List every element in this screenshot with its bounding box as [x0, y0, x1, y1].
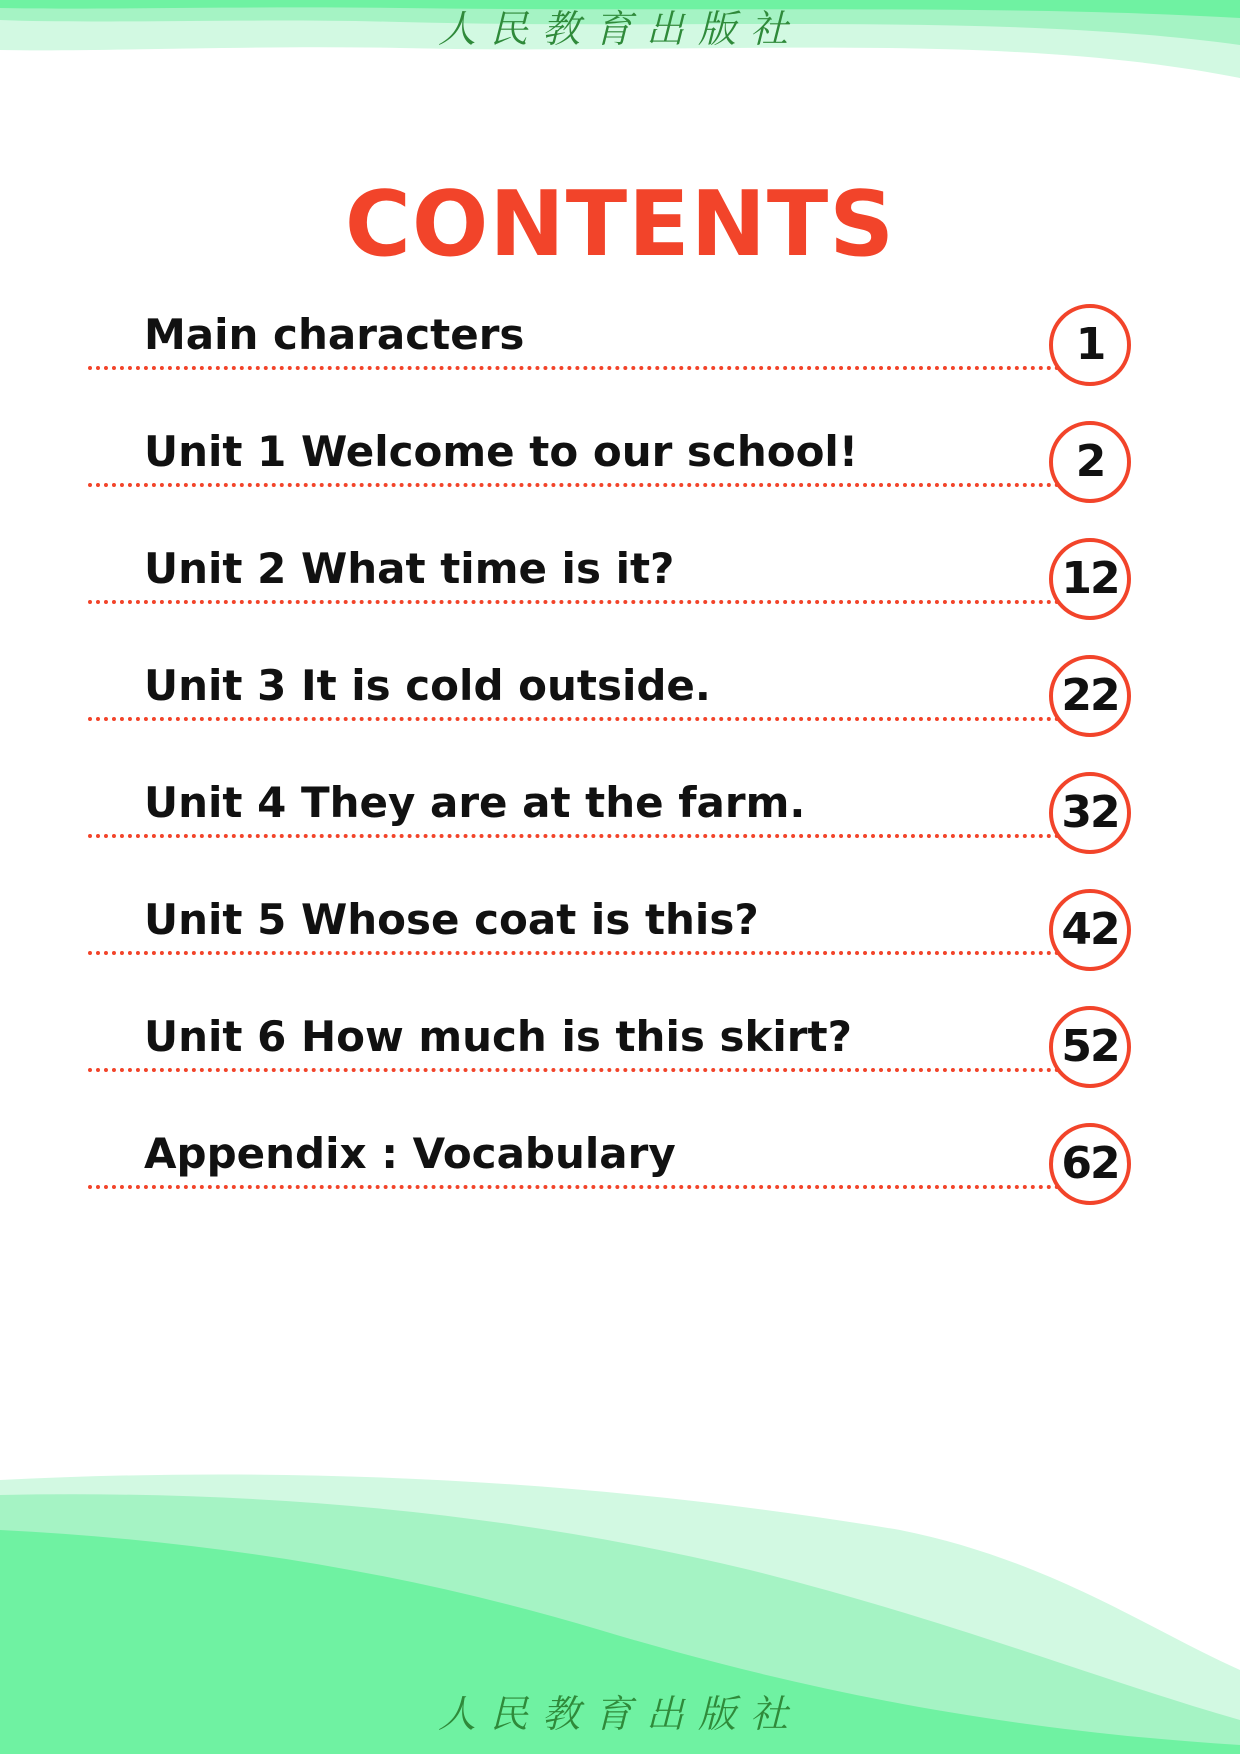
toc-item-main-characters[interactable]	[0, 300, 1240, 417]
dotted-leader	[88, 951, 1060, 955]
publisher-logo-top: 人民教育出版社	[437, 7, 802, 51]
page-number-badge: 32	[1049, 772, 1131, 854]
toc-item-label: Unit 2 What time is it?	[144, 544, 675, 593]
toc-item-unit-4[interactable]	[0, 768, 1240, 885]
page-number-badge: 1	[1049, 304, 1131, 386]
toc-item-label: Unit 1 Welcome to our school!	[144, 427, 858, 476]
dotted-leader	[88, 717, 1060, 721]
toc-item-label: Appendix : Vocabulary	[144, 1129, 676, 1178]
page-number-badge: 52	[1049, 1006, 1131, 1088]
toc-item-unit-6[interactable]	[0, 1002, 1240, 1119]
toc-item-unit-1[interactable]	[0, 417, 1240, 534]
dotted-leader	[88, 834, 1060, 838]
toc-item-label: Unit 6 How much is this skirt?	[144, 1012, 852, 1061]
toc-item-label: Unit 3 It is cold outside.	[144, 661, 711, 710]
toc-item-label: Unit 5 Whose coat is this?	[144, 895, 759, 944]
page-number-badge: 62	[1049, 1123, 1131, 1205]
dotted-leader	[88, 1068, 1060, 1072]
page-number-badge: 12	[1049, 538, 1131, 620]
toc-item-label: Main characters	[144, 310, 525, 359]
page-title: CONTENTS	[344, 172, 896, 277]
dotted-leader	[88, 483, 1060, 487]
toc-item-appendix-vocabulary[interactable]	[0, 1119, 1240, 1236]
publisher-logo-bottom: 人民教育出版社	[437, 1692, 802, 1736]
table-of-contents	[0, 300, 1240, 1236]
dotted-leader	[88, 600, 1060, 604]
page-number-badge: 2	[1049, 421, 1131, 503]
dotted-leader	[88, 366, 1060, 370]
dotted-leader	[88, 1185, 1060, 1189]
toc-item-label: Unit 4 They are at the farm.	[144, 778, 806, 827]
page-number-badge: 42	[1049, 889, 1131, 971]
page-number-badge: 22	[1049, 655, 1131, 737]
toc-item-unit-5[interactable]	[0, 885, 1240, 1002]
toc-item-unit-2[interactable]	[0, 534, 1240, 651]
toc-item-unit-3[interactable]	[0, 651, 1240, 768]
